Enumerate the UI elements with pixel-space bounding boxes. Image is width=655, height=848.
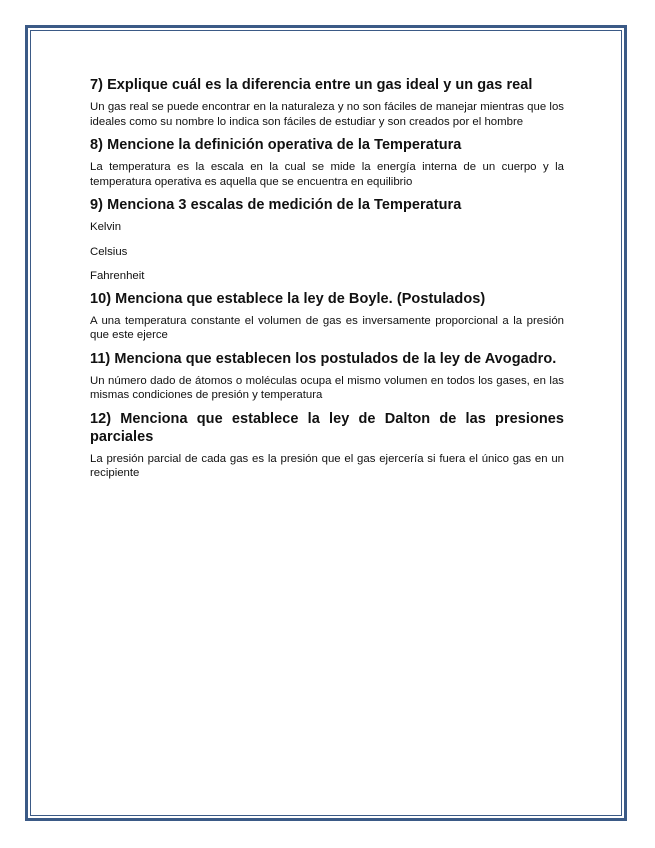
question-9-heading: 9) Menciona 3 escalas de medición de la Temperatura bbox=[90, 197, 462, 213]
scale-kelvin: Kelvin bbox=[90, 221, 122, 233]
answer-7-text: Un gas real se puede encontrar en la naturaleza y no son fáciles de manejar mientras que los ideales como su nombre lo indica son fáciles de estudiar y son creados por el hombre bbox=[90, 101, 564, 128]
section-11 bbox=[90, 350, 564, 403]
section-7 bbox=[90, 76, 564, 129]
section-12 bbox=[90, 410, 564, 481]
scale-celsius: Celsius bbox=[90, 245, 128, 258]
answer-10-text: A una temperatura constante el volumen de gas es inversamente proporcional a la presión que este ejerce bbox=[90, 314, 564, 341]
answer-8-text: La temperatura es la escala en la cual se mide la energía interna de un cuerpo y la temperatura operativa es aquella que se encuentra en equilibrio bbox=[90, 161, 564, 188]
answer-11-text: Un número dado de átomos o moléculas ocupa el mismo volumen en todos los gases, en las mismas condiciones de presión y temperatura bbox=[90, 374, 564, 401]
question-8-heading: 8) Mencione la definición operativa de la Temperatura bbox=[90, 137, 462, 153]
question-12-heading: 12) Menciona que establece la ley de Dalton de las presiones parciales bbox=[90, 410, 564, 445]
question-11-heading: 11) Menciona que establecen los postulados de la ley de Avogadro. bbox=[90, 350, 557, 367]
document-body bbox=[90, 76, 564, 488]
answer-12-text: La presión parcial de cada gas es la presión que el gas ejercería si fuera el único gas en un recipiente bbox=[90, 452, 564, 479]
section-10 bbox=[90, 290, 564, 343]
question-7-heading: 7) Explique cuál es la diferencia entre un gas ideal y un gas real bbox=[90, 77, 533, 93]
scale-fahrenheit: Fahrenheit bbox=[90, 270, 145, 282]
section-9 bbox=[90, 196, 564, 284]
section-8 bbox=[90, 136, 564, 189]
question-10-heading: 10) Menciona que establece la ley de Boyle. (Postulados) bbox=[90, 290, 486, 307]
